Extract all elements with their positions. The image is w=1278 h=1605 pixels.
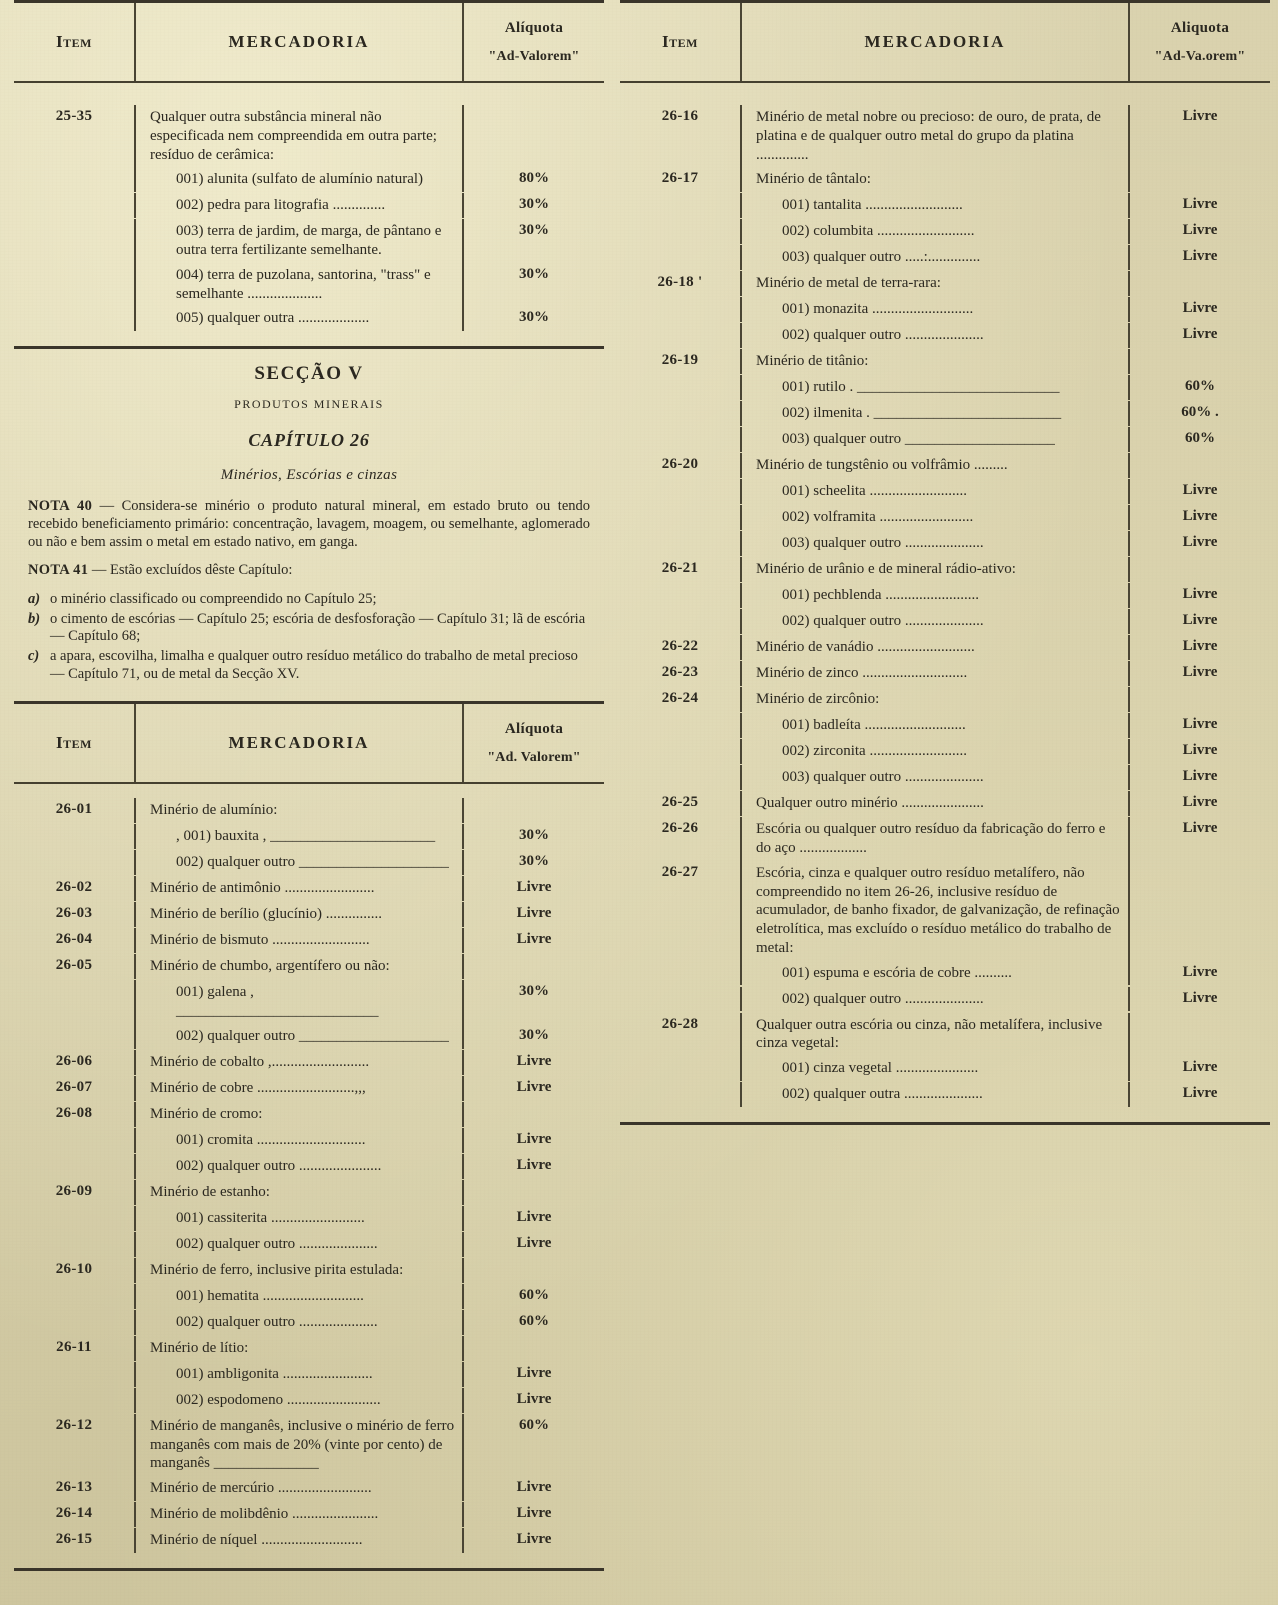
- row-description: Qualquer outra escória ou cinza, não metalífera, inclusive cinza vegetal:: [740, 1013, 1130, 1057]
- row-description: Escória, cinza e qualquer outro resíduo metalífero, não compreendido no item 26-26, inclusive resíduo de acumulador, de banho fixador, de galvanização, de refinação eletrolítica, mas excluído o resíduo metálico do trabalho de metal:: [740, 861, 1130, 961]
- list-item: [28, 611, 590, 646]
- row-item-code: 26-11: [56, 1338, 92, 1355]
- table-body-left: [14, 798, 604, 1554]
- row-item-code: 26-28: [661, 1015, 699, 1032]
- row-description: Minério de antimônio ........................: [134, 876, 464, 901]
- row-rate: Livre: [1182, 586, 1218, 603]
- row-rate: 60%: [519, 1312, 549, 1329]
- table-row: [14, 1284, 604, 1310]
- row-item-code: 26-21: [661, 560, 699, 577]
- row-description: Minério de metal nobre ou precioso: de ouro, de prata, de platina e de qualquer outro metal do grupo da platina ..............: [740, 105, 1130, 167]
- row-rate: Livre: [516, 1130, 552, 1147]
- row-rate: Livre: [1182, 300, 1218, 317]
- table-row: 25-35 Qualquer outra substância mineral não especificada nem compreendida em outra parte; resíduo de cerâmica:: [14, 105, 604, 167]
- row-rate: Livre: [516, 1052, 552, 1069]
- row-description: , 001) bauxita , ______________________: [134, 824, 464, 849]
- row-item-code: [620, 583, 740, 589]
- row-description: 002) qualquer outro .....................: [134, 1232, 464, 1257]
- table-row: [620, 219, 1270, 245]
- table-row: [14, 1232, 604, 1258]
- row-description: 003) qualquer outro .....................: [740, 765, 1130, 790]
- table-row: [620, 765, 1270, 791]
- table-row: [620, 349, 1270, 375]
- row-description: Minério de zinco ............................: [740, 661, 1130, 686]
- row-description: Minério de ferro, inclusive pirita estulada:: [134, 1258, 464, 1283]
- table-row: [620, 817, 1270, 861]
- row-item-code: [14, 1128, 134, 1134]
- header-aliquota: Alíquota "Ad-Valorem": [488, 19, 580, 64]
- row-rate: Livre: [1182, 989, 1218, 1006]
- table-body-top-left: [14, 105, 604, 332]
- note-40: [28, 498, 590, 551]
- row-description: Escória ou qualquer outro resíduo da fabricação do ferro e do aço ..................: [740, 817, 1130, 861]
- row-item-code: [14, 1310, 134, 1316]
- table-row: [620, 505, 1270, 531]
- row-rate: [464, 1180, 604, 1186]
- row-item-code: 26-15: [55, 1531, 93, 1548]
- list-marker: b): [28, 610, 41, 627]
- row-rate: [1130, 687, 1270, 693]
- table-row: [620, 323, 1270, 349]
- table-row: [620, 245, 1270, 271]
- table-row: [14, 928, 604, 954]
- row-rate: Livre: [1182, 820, 1218, 837]
- table-row: 004) terra de puzolana, santorina, "trass" e semelhante .................... 30%: [14, 263, 604, 307]
- table-row: [14, 1310, 604, 1336]
- header-item: Item: [662, 32, 698, 51]
- row-rate: 30%: [519, 827, 549, 844]
- row-description: 002) qualquer outro .....................: [740, 987, 1130, 1012]
- list-item: [28, 648, 590, 683]
- list-text: a apara, escovilha, limalha e qualquer outro resíduo metálico do trabalho de metal precioso — Capítulo 71, ou de metal da Secção XV.: [50, 648, 578, 682]
- row-item-code: [620, 297, 740, 303]
- table-row: [14, 1528, 604, 1554]
- section-title: SECÇÃO V: [254, 363, 364, 385]
- table-body-right: [620, 105, 1270, 1108]
- row-rate: Livre: [516, 1390, 552, 1407]
- table-row: [14, 1206, 604, 1232]
- row-item-code: 26-26: [661, 820, 699, 837]
- row-description: 002) volframita .........................: [740, 505, 1130, 530]
- table-bottom-rule: [14, 1568, 604, 1571]
- row-item-code: [620, 193, 740, 199]
- chapter-title: CAPÍTULO 26: [248, 430, 370, 451]
- table-row: [14, 902, 604, 928]
- row-description: 002) espodomeno .........................: [134, 1388, 464, 1413]
- row-item-code: [620, 961, 740, 967]
- row-item-code: 26-10: [55, 1260, 93, 1277]
- table-row: [620, 609, 1270, 635]
- table-row: [14, 980, 604, 1024]
- table-row: [620, 427, 1270, 453]
- row-item-code: 26-16: [661, 108, 699, 124]
- row-description: 002) qualquer outra .....................: [740, 1082, 1130, 1107]
- table-row: [620, 531, 1270, 557]
- row-item-code: [620, 401, 740, 407]
- row-description: 002) zirconita ..........................: [740, 739, 1130, 764]
- table-row: [620, 1013, 1270, 1057]
- row-rate: Livre: [516, 1505, 552, 1522]
- row-description: Minério de titânio:: [740, 349, 1130, 374]
- row-rate: Livre: [1182, 108, 1218, 124]
- row-rate: Livre: [516, 931, 552, 948]
- row-item-code: [14, 980, 134, 986]
- row-item-code: 26-06: [55, 1052, 93, 1069]
- row-rate: [464, 1258, 604, 1264]
- row-description: Qualquer outro minério ......................: [740, 791, 1130, 816]
- table-row: [14, 1362, 604, 1388]
- row-description: 002) qualquer outro .....................: [134, 1310, 464, 1335]
- table-row: [14, 850, 604, 876]
- table-row: [620, 557, 1270, 583]
- row-item-code: [620, 609, 740, 615]
- row-description: Minério de cobalto ,..........................: [134, 1050, 464, 1075]
- table-row: [620, 987, 1270, 1013]
- row-description: Minério de tântalo:: [740, 167, 1130, 192]
- row-item-code: 26-02: [55, 879, 93, 896]
- note-41: [28, 562, 590, 580]
- row-description: 002) qualquer outro .....................: [740, 609, 1130, 634]
- row-item-code: [620, 219, 740, 225]
- row-item-code: 26-20: [661, 456, 699, 473]
- row-rate: [464, 798, 604, 804]
- row-item-code: 26-24: [661, 690, 699, 707]
- row-item-code: [620, 505, 740, 511]
- row-rate: [1130, 271, 1270, 277]
- row-rate: Livre: [516, 1531, 552, 1548]
- header-mercadoria: MERCADORIA: [134, 704, 464, 782]
- row-description: 001) cromita .............................: [134, 1128, 464, 1153]
- row-item-code: [620, 765, 740, 771]
- row-rate: [1130, 861, 1270, 867]
- row-rate: Livre: [516, 1479, 552, 1496]
- table-row: [620, 271, 1270, 297]
- table-row: [620, 1082, 1270, 1108]
- table-row: [620, 861, 1270, 961]
- table-row: [14, 954, 604, 980]
- table-row: [620, 635, 1270, 661]
- table-row: [14, 1128, 604, 1154]
- row-item-code: [14, 1232, 134, 1238]
- table-chapter-26-right: [620, 0, 1270, 1125]
- table-header-left: [14, 704, 604, 782]
- table-row: [14, 824, 604, 850]
- row-description: Minério de tungstênio ou volfrâmio .........: [740, 453, 1130, 478]
- table-25-35: [14, 0, 604, 349]
- row-item-code: 26-14: [55, 1505, 93, 1522]
- row-rate: Livre: [1182, 638, 1218, 655]
- table-row: [14, 1180, 604, 1206]
- row-rate: 60%: [1185, 378, 1215, 395]
- row-rate: Livre: [1182, 326, 1218, 343]
- row-item-code: [14, 1388, 134, 1394]
- row-rate: 60%: [1185, 430, 1215, 447]
- row-item-code: 26-04: [55, 931, 93, 948]
- row-item-code: [620, 479, 740, 485]
- header-item: Item: [56, 733, 92, 753]
- row-item-code: 26-22: [661, 638, 699, 655]
- note-41-label: NOTA 41: [28, 562, 89, 579]
- header-mercadoria: MERCADORIA: [740, 3, 1130, 81]
- row-rate: Livre: [516, 1364, 552, 1381]
- row-item-code: [620, 427, 740, 433]
- row-item-code: [620, 739, 740, 745]
- row-item-code: [620, 531, 740, 537]
- row-rate: Livre: [1182, 768, 1218, 785]
- row-rate: Livre: [516, 1234, 552, 1251]
- row-item-code: 26-25: [661, 794, 699, 811]
- row-description: 002) qualquer outro .....................: [740, 323, 1130, 348]
- row-rate: Livre: [1182, 742, 1218, 759]
- row-rate: Livre: [1182, 222, 1218, 239]
- left-column: [14, 0, 604, 1605]
- row-item-code: 26-27: [661, 863, 699, 880]
- row-description: 001) espuma e escória de cobre ..........: [740, 961, 1130, 986]
- table-bottom-rule: [620, 1122, 1270, 1125]
- table-row: [620, 401, 1270, 427]
- row-description: 002) qualquer outro ____________________: [134, 850, 464, 875]
- row-item-code: [620, 375, 740, 381]
- table-header-right: [620, 3, 1270, 81]
- table-row: [14, 1388, 604, 1414]
- row-rate: Livre: [516, 1208, 552, 1225]
- row-description: 003) qualquer outro .....................: [740, 531, 1130, 556]
- header-aliquota: Alíquota "Ad. Valorem": [487, 720, 581, 765]
- list-text: o minério classificado ou compreendido no Capítulo 25;: [50, 591, 377, 607]
- row-rate: [1130, 167, 1270, 173]
- row-description: Minério de cromo:: [134, 1102, 464, 1127]
- row-item-code: 26-08: [55, 1104, 93, 1121]
- list-marker: a): [28, 591, 41, 607]
- row-description: Minério de alumínio:: [134, 798, 464, 823]
- row-item-code: [14, 1024, 134, 1030]
- row-rate: [464, 1336, 604, 1342]
- row-rate: Livre: [1182, 664, 1218, 681]
- row-item-code: [620, 1082, 740, 1088]
- row-description: 001) pechblenda .........................: [740, 583, 1130, 608]
- row-rate: Livre: [1182, 963, 1218, 980]
- row-rate: Livre: [516, 879, 552, 896]
- row-item-code: [620, 323, 740, 329]
- table-row: 005) qualquer outra ................... 30%: [14, 306, 604, 332]
- row-description: Minério de metal de terra-rara:: [740, 271, 1130, 296]
- table-row: [620, 687, 1270, 713]
- row-item-code: [14, 1284, 134, 1290]
- row-rate: Livre: [1182, 196, 1218, 213]
- header-mercadoria: MERCADORIA: [134, 3, 464, 81]
- row-rate: 60% .: [1181, 404, 1219, 421]
- table-row: [14, 1336, 604, 1362]
- note-40-label: NOTA 40: [28, 498, 93, 515]
- row-description: Minério de estanho:: [134, 1180, 464, 1205]
- row-rate: Livre: [1182, 716, 1218, 733]
- table-chapter-26-left: [14, 701, 604, 1571]
- row-item-code: [14, 1206, 134, 1212]
- row-description: 001) hematita ...........................: [134, 1284, 464, 1309]
- row-rate: Livre: [1182, 794, 1218, 811]
- section-subtitle: PRODUTOS MINERAIS: [234, 397, 384, 412]
- row-description: Minério de berílio (glucínio) ...............: [134, 902, 464, 927]
- table-row: [620, 1056, 1270, 1082]
- table-row: [620, 453, 1270, 479]
- row-rate: 60%: [519, 1286, 549, 1303]
- section-block: [14, 349, 604, 701]
- table-row: [14, 1102, 604, 1128]
- row-item-code: 26-12: [55, 1416, 93, 1433]
- row-rate: Livre: [516, 1078, 552, 1095]
- table-row: 002) pedra para litografia .............. 30%: [14, 193, 604, 219]
- row-item-code: 26-13: [55, 1479, 93, 1496]
- chapter-subtitle: Minérios, Escórias e cinzas: [220, 467, 398, 484]
- row-rate: 30%: [519, 1026, 549, 1043]
- row-description: 001) monazita ...........................: [740, 297, 1130, 322]
- row-item-code: [14, 824, 134, 830]
- row-description: 001) rutilo . ___________________________: [740, 375, 1130, 400]
- table-row: [620, 739, 1270, 765]
- row-item-code: [620, 713, 740, 719]
- row-description: Minério de manganês, inclusive o minério de ferro manganês com mais de 20% (vinte por cento) de manganês ______________: [134, 1414, 464, 1476]
- table-row: [620, 193, 1270, 219]
- table-row: [620, 661, 1270, 687]
- row-rate: Livre: [1182, 248, 1218, 265]
- row-item-code: 26-05: [55, 957, 93, 974]
- table-header-top-left: [14, 3, 604, 81]
- table-row: [620, 791, 1270, 817]
- row-rate: [1130, 349, 1270, 355]
- table-row: [620, 297, 1270, 323]
- table-row: [14, 1502, 604, 1528]
- row-item-code: 26-19: [661, 352, 699, 369]
- row-description: Minério de lítio:: [134, 1336, 464, 1361]
- list-item: [28, 591, 590, 609]
- row-item-code: 26-18 ': [657, 274, 703, 291]
- row-rate: Livre: [516, 1156, 552, 1173]
- table-row: [14, 1076, 604, 1102]
- table-row: [620, 583, 1270, 609]
- row-item-code: [14, 850, 134, 856]
- row-item-code: 26-17: [661, 170, 699, 187]
- row-rate: Livre: [1182, 534, 1218, 551]
- row-description: Minério de molibdênio .......................: [134, 1502, 464, 1527]
- row-item-code: [620, 245, 740, 251]
- table-bottom-rule: [14, 346, 604, 349]
- row-rate: Livre: [1182, 612, 1218, 629]
- row-rate: Livre: [1182, 1085, 1218, 1101]
- note-41-text: — Estão excluídos dêste Capítulo:: [91, 562, 293, 579]
- row-rate: [464, 954, 604, 960]
- row-description: 001) scheelita ..........................: [740, 479, 1130, 504]
- list-text: o cimento de escórias — Capítulo 25; escória de desfosforação — Capítulo 31; lã de escória — Capítulo 68;: [50, 610, 586, 645]
- table-row: [620, 713, 1270, 739]
- table-row: 001) alunita (sulfato de alumínio natural) 80%: [14, 167, 604, 193]
- row-item-code: [14, 1154, 134, 1160]
- row-description: 002) qualquer outro ......................: [134, 1154, 464, 1179]
- list-marker: c): [28, 648, 40, 665]
- row-description: Minério de mercúrio .........................: [134, 1476, 464, 1501]
- row-rate: [1130, 453, 1270, 459]
- row-rate: [1130, 557, 1270, 563]
- row-item-code: 26-09: [55, 1182, 93, 1199]
- row-item-code: [620, 1056, 740, 1062]
- table-row: [620, 375, 1270, 401]
- table-row: [620, 961, 1270, 987]
- note-41-list: [28, 591, 590, 683]
- row-rate: 60%: [519, 1416, 549, 1433]
- row-description: 001) cinza vegetal ......................: [740, 1056, 1130, 1081]
- row-rate: Livre: [1182, 482, 1218, 499]
- row-item-code: 26-23: [661, 664, 699, 681]
- row-description: 003) qualquer outro .....:..............: [740, 245, 1130, 270]
- row-description: 002) qualquer outro ____________________: [134, 1024, 464, 1049]
- table-row: [14, 1258, 604, 1284]
- table-row: [14, 1414, 604, 1476]
- table-row: [14, 798, 604, 824]
- row-description: 001) galena , ___________________________: [134, 980, 464, 1024]
- row-rate: [464, 1102, 604, 1108]
- row-description: 002) ilmenita . _________________________: [740, 401, 1130, 426]
- row-description: 002) columbita ..........................: [740, 219, 1130, 244]
- row-description: 003) qualquer outro ____________________: [740, 427, 1130, 452]
- table-row: [620, 105, 1270, 167]
- right-column: [620, 0, 1270, 1605]
- table-row: [14, 1050, 604, 1076]
- row-item-code: [620, 987, 740, 993]
- row-rate: Livre: [1182, 1059, 1218, 1075]
- header-aliquota: Aliquota "Ad-Va.orem": [1154, 19, 1246, 64]
- row-rate: Livre: [1182, 508, 1218, 525]
- row-description: Minério de zircônio:: [740, 687, 1130, 712]
- row-description: Minério de urânio e de mineral rádio-ativo:: [740, 557, 1130, 582]
- row-item-code: 26-03: [55, 905, 93, 922]
- row-item-code: 26-07: [55, 1078, 93, 1095]
- row-rate: [1130, 1013, 1270, 1019]
- row-item-code: 26-01: [55, 801, 93, 818]
- table-row: [14, 876, 604, 902]
- row-description: Minério de bismuto ..........................: [134, 928, 464, 953]
- row-description: Minério de cobre ..........................,,,: [134, 1076, 464, 1101]
- row-description: 001) ambligonita ........................: [134, 1362, 464, 1387]
- row-description: Minério de vanádio ..........................: [740, 635, 1130, 660]
- row-rate: 30%: [519, 983, 549, 1000]
- table-row: [14, 1154, 604, 1180]
- row-description: Minério de chumbo, argentífero ou não:: [134, 954, 464, 979]
- row-item-code: [14, 1362, 134, 1368]
- row-rate: Livre: [516, 905, 552, 922]
- row-description: 001) tantalita ..........................: [740, 193, 1130, 218]
- row-rate: 30%: [519, 853, 549, 870]
- row-description: Minério de níquel ...........................: [134, 1528, 464, 1553]
- note-40-text: — Considera-se minério o produto natural mineral, em estado bruto ou tendo recebido beneficiamento primário: concentração, lavagem, moagem, ou semelhante, aglomerado ou não e bem assim o metal em estado nativo, em ganga.: [28, 498, 591, 550]
- header-item: Item: [56, 32, 92, 51]
- table-row: [620, 167, 1270, 193]
- row-description: 001) cassiterita .........................: [134, 1206, 464, 1231]
- table-row: [14, 1024, 604, 1050]
- table-row: [14, 1476, 604, 1502]
- table-row: 003) terra de jardim, de marga, de pântano e outra terra fertilizante semelhante. 30%: [14, 219, 604, 263]
- row-description: 001) badleíta ...........................: [740, 713, 1130, 738]
- table-row: [620, 479, 1270, 505]
